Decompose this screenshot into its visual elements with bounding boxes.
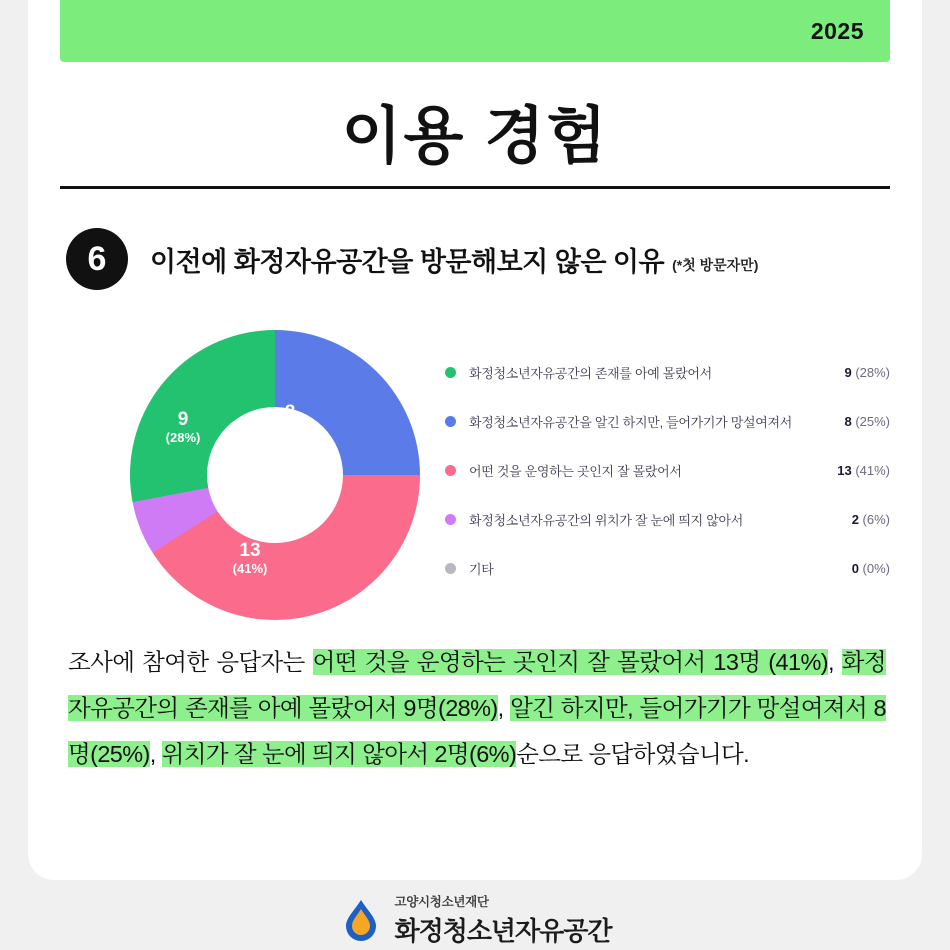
question-text: 이전에 화정자유공간을 방문해보지 않은 이유 <box>150 246 665 277</box>
legend-label: 기타 <box>469 562 494 577</box>
logo-text <box>394 892 611 948</box>
summary-highlight-1: 어떤 것을 운영하는 곳인지 잘 몰랐어서 13명 (41%) <box>312 649 828 675</box>
legend-color-dot <box>445 514 456 525</box>
legend-value: 13 (41%) <box>837 463 890 478</box>
legend-color-dot <box>445 465 456 476</box>
slice-label-green: 9 (28%) <box>165 409 201 445</box>
summary-highlight-2: 화정자유공간의 존재를 아예 몰랐어서 9명(28%) <box>68 649 886 721</box>
legend-value: 8 (25%) <box>844 414 890 429</box>
legend-item <box>445 544 890 593</box>
legend-value: 0 (0%) <box>851 561 890 576</box>
water-drop-icon <box>338 897 384 943</box>
legend-color-dot <box>445 416 456 427</box>
summary-text-5: 순으로 응답하였습니다. <box>516 740 750 767</box>
page-title: 이용 경험 <box>341 102 609 171</box>
chart-area <box>60 320 890 630</box>
legend-item <box>445 495 890 544</box>
legend-item <box>445 446 890 495</box>
slice-label-pink: 13 (41%) <box>232 540 268 576</box>
legend-label: 화정청소년자유공간의 존재를 아예 몰랐어서 <box>469 366 712 381</box>
logo-title: 화정청소년자유공간 <box>394 916 612 946</box>
summary-text-2: , <box>828 649 842 675</box>
summary-highlight-4: 위치가 잘 눈에 띄지 않아서 2명(6%) <box>161 740 517 767</box>
legend-label: 화정청소년자유공간의 위치가 잘 눈에 띄지 않아서 <box>469 513 743 528</box>
legend-color-dot <box>445 563 456 574</box>
question-note: (*첫 방문자만) <box>672 257 759 273</box>
donut-chart <box>130 330 420 620</box>
summary-text-3: , <box>497 694 511 721</box>
summary-text-4: , <box>149 740 162 767</box>
footer-logo <box>0 892 950 948</box>
summary-paragraph <box>68 640 886 777</box>
legend-item <box>445 348 890 397</box>
title-divider <box>60 186 890 189</box>
question-number-badge: 6 <box>66 228 128 290</box>
legend-label: 어떤 것을 운영하는 곳인지 잘 몰랐어서 <box>469 464 682 479</box>
chart-legend <box>445 348 890 593</box>
header-band <box>60 0 890 62</box>
question-row <box>66 224 896 294</box>
legend-color-dot <box>445 367 456 378</box>
slice-label-blue: 8 (25%) <box>272 402 308 438</box>
legend-value: 9 (28%) <box>844 365 890 380</box>
summary-text-1: 조사에 참여한 응답자는 <box>68 649 313 675</box>
legend-label: 화정청소년자유공간을 알긴 하지만, 들어가기가 망설여져서 <box>469 415 793 430</box>
legend-item <box>445 397 890 446</box>
year-label: 2025 <box>810 17 864 44</box>
legend-value: 2 (6%) <box>851 512 890 527</box>
summary-highlight-3: 알긴 하지만, 들어가기가 망설여져서 8명(25%) <box>68 694 887 767</box>
logo-subtitle: 고양시청소년재단 <box>394 895 489 909</box>
